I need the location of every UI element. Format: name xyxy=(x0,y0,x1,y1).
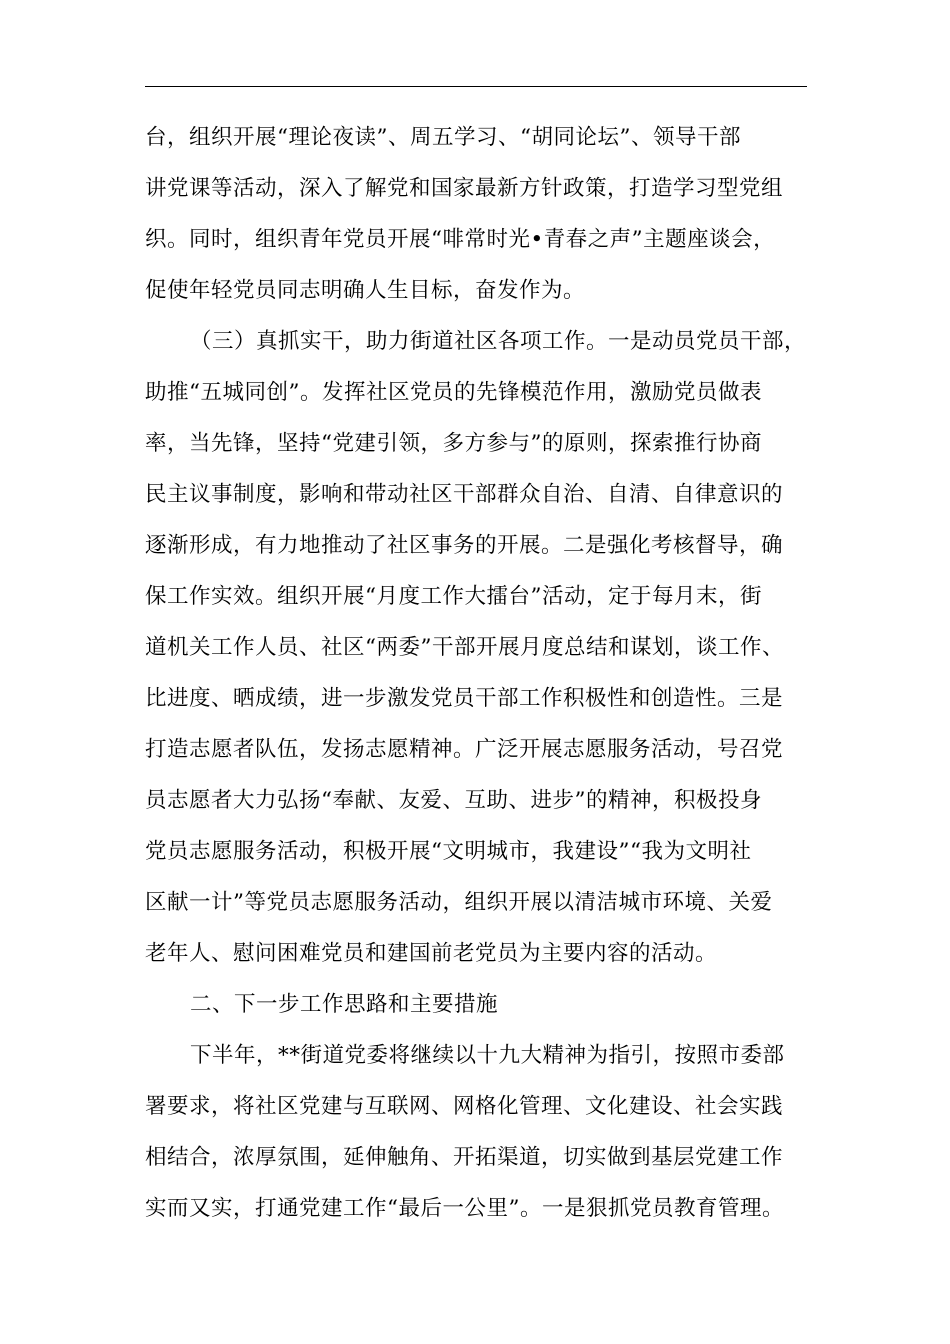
document-body xyxy=(145,118,810,1240)
text-line: 织。同时，组织青年党员开展“啡常时光•青春之声”主题座谈会， xyxy=(145,227,776,252)
text-line: 署要求，将社区党建与互联网、网格化管理、文化建设、社会实践 xyxy=(145,1094,784,1119)
text-line: 保工作实效。组织开展“月度工作大擂台”活动，定于每月末，街 xyxy=(145,584,762,609)
text-line: 打造志愿者队伍，发扬志愿精神。广泛开展志愿服务活动，号召党 xyxy=(145,737,784,762)
text-line: 逐渐形成，有力地推动了社区事务的开展。二是强化考核督导，确 xyxy=(145,533,784,558)
text-line: 比进度、晒成绩，进一步激发党员干部工作积极性和创造性。三是 xyxy=(145,686,784,711)
text-line: 实而又实，打通党建工作“最后一公里”。一是狠抓党员教育管理。 xyxy=(145,1196,784,1221)
text-line: 讲党课等活动，深入了解党和国家最新方针政策，打造学习型党组 xyxy=(145,176,784,201)
text-line: 促使年轻党员同志明确人生目标，奋发作为。 xyxy=(145,278,586,303)
text-line: 相结合，浓厚氛围，延伸触角、开拓渠道，切实做到基层党建工作 xyxy=(145,1145,784,1170)
section-heading: 二、下一步工作思路和主要措施 xyxy=(190,992,499,1017)
text-line: 老年人、慰问困难党员和建国前老党员为主要内容的活动。 xyxy=(145,941,718,966)
paragraph-first-line: （三）真抓实干，助力街道社区各项工作。一是动员党员干部， xyxy=(190,329,807,354)
paragraph-first-line: 下半年，**街道党委将继续以十九大精神为指引，按照市委部 xyxy=(190,1043,785,1068)
text-line: 率，当先锋，坚持“党建引领，多方参与”的原则，探索推行协商 xyxy=(145,431,762,456)
text-line: 党员志愿服务活动，积极开展“文明城市，我建设”“我为文明社 xyxy=(145,839,752,864)
text-line: 助推“五城同创”。发挥社区党员的先锋模范作用，激励党员做表 xyxy=(145,380,762,405)
text-line: 区献一计”等党员志愿服务活动，组织开展以清洁城市环境、关爱 xyxy=(145,890,773,915)
text-line: 民主议事制度，影响和带动社区干部群众自治、自清、自律意识的 xyxy=(145,482,784,507)
text-line: 道机关工作人员、社区“两委”干部开展月度总结和谋划，谈工作、 xyxy=(145,635,784,660)
text-line: 员志愿者大力弘扬“奉献、友爱、互助、进步”的精神，积极投身 xyxy=(145,788,762,813)
header-rule xyxy=(145,86,807,87)
text-line: 台，组织开展“理论夜读”、周五学习、“胡同论坛”、领导干部 xyxy=(145,125,741,150)
